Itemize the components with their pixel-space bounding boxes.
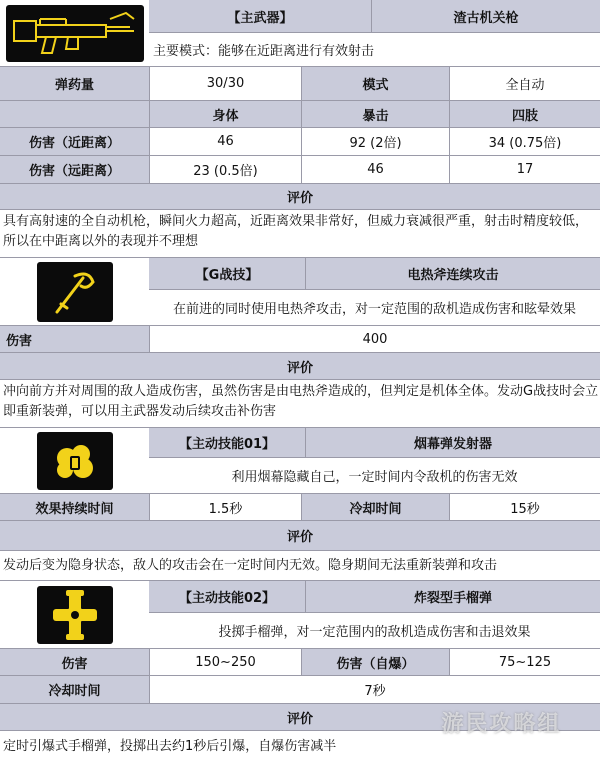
grenade-icon bbox=[37, 586, 113, 644]
skill2-header-block bbox=[149, 581, 600, 649]
skill1-title-row bbox=[149, 428, 600, 458]
skill1-header-block bbox=[149, 428, 600, 494]
mode-value: 全自动 bbox=[450, 67, 600, 100]
skill2-icon-box bbox=[0, 581, 150, 649]
gskill-name: 电热斧连续攻击 bbox=[306, 258, 600, 289]
skill2-dmg-label: 伤害 bbox=[0, 649, 150, 675]
ammo-value: 30/30 bbox=[150, 67, 302, 100]
skill2-self-value: 75~125 bbox=[450, 649, 600, 675]
gskill-slot: 【G战技】 bbox=[149, 258, 306, 289]
weapon-mode-text: 主要模式：能够在近距离进行有效射击 bbox=[149, 33, 600, 66]
skill2-eval-title: 评价 bbox=[0, 704, 600, 730]
gskill-eval-text: 冲向前方并对周围的敌人造成伤害，虽然伤害是由电热斧造成的，但判定是机体全体。发动G战技时会立即重新装弹，可以用主武器发动后续攻击补伤害 bbox=[0, 380, 600, 427]
gskill-title-row bbox=[149, 258, 600, 290]
ammo-label: 弹药量 bbox=[0, 67, 150, 100]
axe-icon bbox=[37, 262, 113, 322]
skill2-desc-row bbox=[149, 613, 600, 649]
skill1-eval-header bbox=[0, 521, 600, 551]
weapon-title-row bbox=[149, 0, 600, 33]
skill1-desc-row bbox=[149, 458, 600, 494]
weapon-header-block bbox=[149, 0, 600, 67]
gskill-header-block bbox=[149, 258, 600, 326]
near-limb: 34 (0.75倍) bbox=[450, 128, 600, 155]
near-crit: 92 (2倍) bbox=[302, 128, 450, 155]
skill1-cd-value: 15秒 bbox=[450, 494, 600, 520]
skill1-eval-row bbox=[0, 551, 600, 581]
skill1-slot: 【主动技能01】 bbox=[149, 428, 306, 457]
weapon-mode-row bbox=[149, 33, 600, 67]
mode-label: 模式 bbox=[302, 67, 450, 100]
ammo-row bbox=[0, 67, 600, 101]
watermark: 游民攻略组 bbox=[441, 711, 562, 737]
skill1-cd-label: 冷却时间 bbox=[302, 494, 450, 520]
skill2-damage-row bbox=[0, 649, 600, 676]
weapon-eval-row bbox=[0, 210, 600, 258]
damage-header-empty bbox=[0, 101, 150, 127]
skill1-eval-text: 发动后变为隐身状态，敌人的攻击会在一定时间内无效。隐身期间无法重新装弹和攻击 bbox=[0, 551, 600, 580]
skill1-name: 烟幕弹发射器 bbox=[306, 428, 600, 457]
gskill-dmg-label: 伤害 bbox=[0, 326, 150, 352]
skill1-stats-row bbox=[0, 494, 600, 521]
skill2-title-row bbox=[149, 581, 600, 613]
skill1-eval-title: 评价 bbox=[0, 521, 600, 550]
skill1-icon-box bbox=[0, 428, 150, 494]
weapon-slot: 【主武器】 bbox=[149, 0, 372, 32]
far-limb: 17 bbox=[450, 156, 600, 183]
gskill-eval-title: 评价 bbox=[0, 353, 600, 379]
damage-header-row bbox=[0, 101, 600, 128]
skill2-eval-text: 定时引爆式手榴弹，投掷出去约1秒后引爆，自爆伤害减半 bbox=[0, 731, 600, 763]
skill1-dur-label: 效果持续时间 bbox=[0, 494, 150, 520]
skill2-cd-row bbox=[0, 676, 600, 704]
skill2-slot: 【主动技能02】 bbox=[149, 581, 306, 612]
gskill-eval-row bbox=[0, 380, 600, 428]
skill2-cd-label: 冷却时间 bbox=[0, 676, 150, 703]
weapon-eval-title: 评价 bbox=[0, 184, 600, 209]
skill1-dur-value: 1.5秒 bbox=[150, 494, 302, 520]
skill2-name: 炸裂型手榴弹 bbox=[306, 581, 600, 612]
near-label: 伤害（近距离） bbox=[0, 128, 150, 155]
weapon-icon-box bbox=[0, 0, 150, 67]
damage-far-row bbox=[0, 156, 600, 184]
gskill-icon-box bbox=[0, 258, 150, 326]
col-limb: 四肢 bbox=[450, 101, 600, 127]
weapon-eval-header bbox=[0, 184, 600, 210]
smoke-grenade-icon bbox=[37, 432, 113, 490]
gskill-dmg-value: 400 bbox=[150, 326, 600, 352]
weapon-name: 渣古机关枪 bbox=[372, 0, 600, 32]
gskill-desc: 在前进的同时使用电热斧攻击，对一定范围的敌机造成伤害和眩晕效果 bbox=[149, 290, 600, 325]
gskill-damage-row bbox=[0, 326, 600, 353]
machine-gun-icon bbox=[6, 5, 144, 62]
far-body: 23 (0.5倍) bbox=[150, 156, 302, 183]
col-crit: 暴击 bbox=[302, 101, 450, 127]
skill1-desc: 利用烟幕隐藏自己，一定时间内令敌机的伤害无效 bbox=[149, 458, 600, 493]
far-crit: 46 bbox=[302, 156, 450, 183]
skill2-dmg-value: 150~250 bbox=[150, 649, 302, 675]
far-label: 伤害（远距离） bbox=[0, 156, 150, 183]
skill2-desc: 投掷手榴弹，对一定范围内的敌机造成伤害和击退效果 bbox=[149, 613, 600, 648]
gskill-eval-header bbox=[0, 353, 600, 380]
skill2-self-label: 伤害（自爆） bbox=[302, 649, 450, 675]
weapon-eval-text: 具有高射速的全自动机枪，瞬间火力超高，近距离效果非常好，但威力衰减很严重，射击时精度较低，所以在中距离以外的表现并不理想 bbox=[0, 210, 600, 257]
gskill-desc-row bbox=[149, 290, 600, 326]
col-body: 身体 bbox=[150, 101, 302, 127]
skill2-cd-value: 7秒 bbox=[150, 676, 600, 703]
damage-near-row bbox=[0, 128, 600, 156]
near-body: 46 bbox=[150, 128, 302, 155]
